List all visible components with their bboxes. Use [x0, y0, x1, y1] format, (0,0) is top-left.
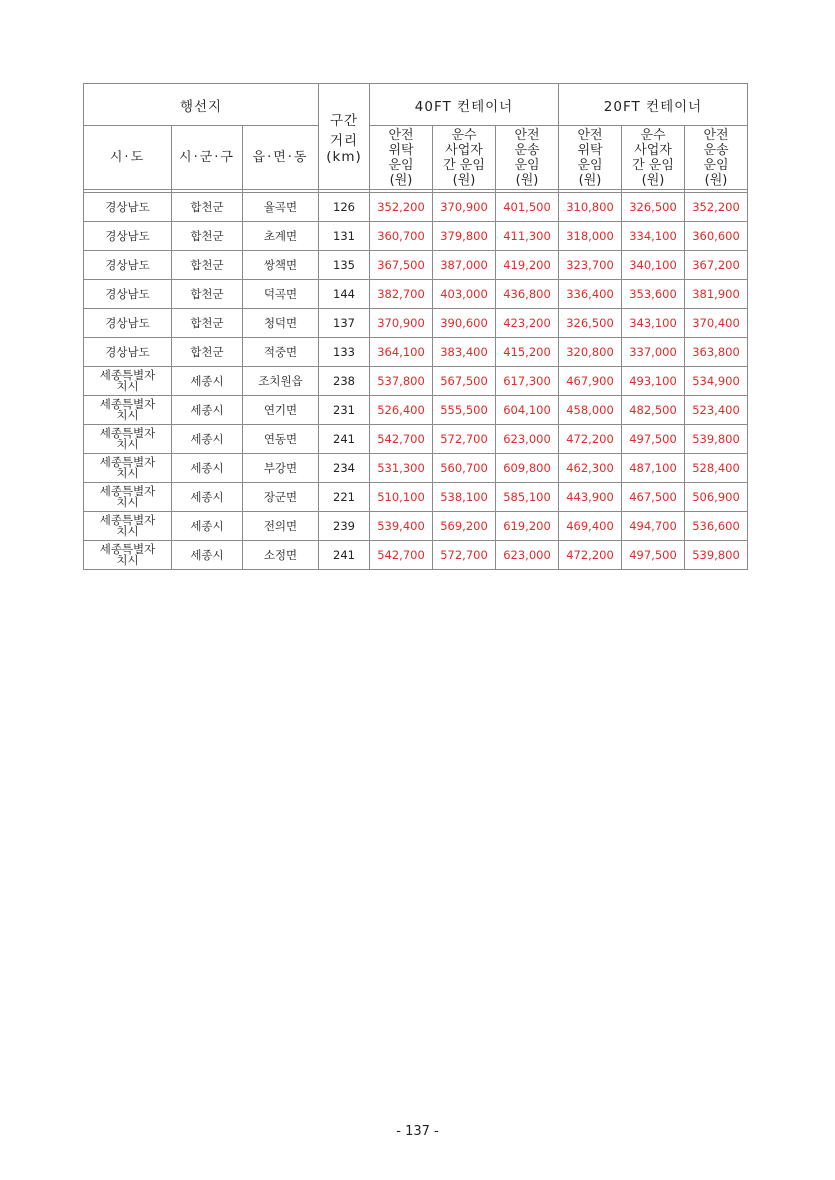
- cell-sigungu: 세종시: [172, 541, 243, 570]
- cell-sido: 세종특별자 치시: [84, 512, 172, 541]
- header-40ft: 40FT 컨테이너: [370, 84, 559, 126]
- cell-sigungu: 합천군: [172, 280, 243, 309]
- table-row: [84, 396, 748, 425]
- header-eupmyeondong: 읍·면·동: [243, 126, 319, 190]
- cell-distance: 234: [319, 454, 370, 483]
- cell-20ft-safe-transport: 523,400: [685, 396, 748, 425]
- cell-40ft-carrier: 567,500: [433, 367, 496, 396]
- table-row: [84, 309, 748, 338]
- cell-40ft-safe-consign: 364,100: [370, 338, 433, 367]
- cell-40ft-safe-consign: 537,800: [370, 367, 433, 396]
- header-sigungu: 시·군·구: [172, 126, 243, 190]
- cell-20ft-carrier: 467,500: [622, 483, 685, 512]
- header-40ft-carrier: 운수 사업자 간 운임 (원): [433, 126, 496, 190]
- cell-40ft-safe-consign: 510,100: [370, 483, 433, 512]
- cell-40ft-safe-transport: 623,000: [496, 541, 559, 570]
- cell-sigungu: 세종시: [172, 483, 243, 512]
- cell-40ft-safe-transport: 604,100: [496, 396, 559, 425]
- cell-sido: 세종특별자 치시: [84, 425, 172, 454]
- cell-eupmyeondong: 청덕면: [243, 309, 319, 338]
- cell-40ft-carrier: 569,200: [433, 512, 496, 541]
- cell-sido: 경상남도: [84, 193, 172, 222]
- cell-20ft-safe-transport: 506,900: [685, 483, 748, 512]
- cell-40ft-carrier: 572,700: [433, 425, 496, 454]
- cell-distance: 137: [319, 309, 370, 338]
- cell-eupmyeondong: 덕곡면: [243, 280, 319, 309]
- cell-40ft-safe-consign: 542,700: [370, 541, 433, 570]
- header-sido: 시·도: [84, 126, 172, 190]
- cell-distance: 135: [319, 251, 370, 280]
- freight-rate-table: [83, 83, 748, 570]
- header-20ft: 20FT 컨테이너: [559, 84, 748, 126]
- cell-40ft-safe-consign: 367,500: [370, 251, 433, 280]
- cell-20ft-safe-consign: 320,800: [559, 338, 622, 367]
- cell-20ft-safe-consign: 472,200: [559, 541, 622, 570]
- cell-sigungu: 합천군: [172, 338, 243, 367]
- cell-distance: 239: [319, 512, 370, 541]
- cell-40ft-safe-consign: 526,400: [370, 396, 433, 425]
- cell-20ft-safe-transport: 381,900: [685, 280, 748, 309]
- cell-20ft-safe-consign: 326,500: [559, 309, 622, 338]
- header-20ft-safe-consign: 안전 위탁 운임 (원): [559, 126, 622, 190]
- cell-40ft-safe-transport: 585,100: [496, 483, 559, 512]
- cell-eupmyeondong: 조치원읍: [243, 367, 319, 396]
- cell-20ft-safe-transport: 534,900: [685, 367, 748, 396]
- cell-sigungu: 세종시: [172, 425, 243, 454]
- cell-40ft-carrier: 379,800: [433, 222, 496, 251]
- cell-20ft-safe-transport: 360,600: [685, 222, 748, 251]
- cell-20ft-safe-transport: 539,800: [685, 425, 748, 454]
- cell-40ft-safe-transport: 419,200: [496, 251, 559, 280]
- cell-20ft-safe-consign: 310,800: [559, 193, 622, 222]
- cell-distance: 241: [319, 541, 370, 570]
- cell-eupmyeondong: 적중면: [243, 338, 319, 367]
- cell-distance: 221: [319, 483, 370, 512]
- cell-20ft-carrier: 334,100: [622, 222, 685, 251]
- table-body: [84, 193, 748, 570]
- header-distance: 구간 거리 (km): [319, 84, 370, 190]
- cell-20ft-safe-transport: 528,400: [685, 454, 748, 483]
- cell-eupmyeondong: 소정면: [243, 541, 319, 570]
- cell-20ft-safe-consign: 458,000: [559, 396, 622, 425]
- cell-20ft-carrier: 326,500: [622, 193, 685, 222]
- cell-20ft-safe-consign: 323,700: [559, 251, 622, 280]
- cell-20ft-carrier: 353,600: [622, 280, 685, 309]
- cell-20ft-carrier: 494,700: [622, 512, 685, 541]
- cell-distance: 126: [319, 193, 370, 222]
- cell-20ft-safe-transport: 367,200: [685, 251, 748, 280]
- header-40ft-safe-consign: 안전 위탁 운임 (원): [370, 126, 433, 190]
- cell-distance: 131: [319, 222, 370, 251]
- cell-sido: 세종특별자 치시: [84, 483, 172, 512]
- cell-40ft-safe-transport: 415,200: [496, 338, 559, 367]
- cell-40ft-safe-transport: 423,200: [496, 309, 559, 338]
- cell-20ft-carrier: 343,100: [622, 309, 685, 338]
- cell-distance: 231: [319, 396, 370, 425]
- cell-20ft-safe-transport: 363,800: [685, 338, 748, 367]
- cell-40ft-carrier: 538,100: [433, 483, 496, 512]
- cell-20ft-safe-consign: 467,900: [559, 367, 622, 396]
- cell-20ft-safe-transport: 370,400: [685, 309, 748, 338]
- table-row: [84, 454, 748, 483]
- cell-distance: 241: [319, 425, 370, 454]
- cell-distance: 144: [319, 280, 370, 309]
- cell-sigungu: 세종시: [172, 396, 243, 425]
- table-row: [84, 222, 748, 251]
- cell-20ft-safe-transport: 352,200: [685, 193, 748, 222]
- table-row: [84, 425, 748, 454]
- cell-distance: 133: [319, 338, 370, 367]
- table-row: [84, 541, 748, 570]
- cell-sido: 세종특별자 치시: [84, 367, 172, 396]
- header-40ft-safe-transport: 안전 운송 운임 (원): [496, 126, 559, 190]
- cell-20ft-carrier: 340,100: [622, 251, 685, 280]
- cell-20ft-safe-transport: 536,600: [685, 512, 748, 541]
- table-row: [84, 512, 748, 541]
- cell-distance: 238: [319, 367, 370, 396]
- cell-sigungu: 세종시: [172, 454, 243, 483]
- cell-20ft-carrier: 337,000: [622, 338, 685, 367]
- cell-40ft-carrier: 555,500: [433, 396, 496, 425]
- cell-sido: 경상남도: [84, 338, 172, 367]
- cell-40ft-safe-consign: 360,700: [370, 222, 433, 251]
- cell-20ft-carrier: 487,100: [622, 454, 685, 483]
- cell-eupmyeondong: 부강면: [243, 454, 319, 483]
- table-row: [84, 367, 748, 396]
- cell-eupmyeondong: 전의면: [243, 512, 319, 541]
- cell-40ft-carrier: 390,600: [433, 309, 496, 338]
- cell-sigungu: 합천군: [172, 222, 243, 251]
- cell-40ft-safe-consign: 542,700: [370, 425, 433, 454]
- cell-20ft-safe-transport: 539,800: [685, 541, 748, 570]
- cell-20ft-safe-consign: 443,900: [559, 483, 622, 512]
- header-20ft-safe-transport: 안전 운송 운임 (원): [685, 126, 748, 190]
- cell-40ft-safe-consign: 382,700: [370, 280, 433, 309]
- cell-20ft-carrier: 497,500: [622, 425, 685, 454]
- cell-20ft-safe-consign: 469,400: [559, 512, 622, 541]
- cell-eupmyeondong: 초계면: [243, 222, 319, 251]
- cell-40ft-safe-transport: 617,300: [496, 367, 559, 396]
- cell-sigungu: 합천군: [172, 251, 243, 280]
- cell-20ft-safe-consign: 462,300: [559, 454, 622, 483]
- table-row: [84, 483, 748, 512]
- cell-40ft-safe-consign: 352,200: [370, 193, 433, 222]
- cell-40ft-safe-transport: 401,500: [496, 193, 559, 222]
- cell-sigungu: 세종시: [172, 367, 243, 396]
- cell-40ft-safe-consign: 539,400: [370, 512, 433, 541]
- cell-sido: 경상남도: [84, 309, 172, 338]
- page-number: - 137 -: [396, 1124, 439, 1139]
- cell-20ft-carrier: 493,100: [622, 367, 685, 396]
- cell-20ft-carrier: 497,500: [622, 541, 685, 570]
- table-row: [84, 193, 748, 222]
- cell-20ft-safe-consign: 472,200: [559, 425, 622, 454]
- cell-40ft-carrier: 560,700: [433, 454, 496, 483]
- cell-40ft-carrier: 387,000: [433, 251, 496, 280]
- cell-40ft-safe-consign: 531,300: [370, 454, 433, 483]
- cell-40ft-carrier: 572,700: [433, 541, 496, 570]
- cell-eupmyeondong: 장군면: [243, 483, 319, 512]
- cell-eupmyeondong: 연동면: [243, 425, 319, 454]
- cell-20ft-safe-consign: 318,000: [559, 222, 622, 251]
- cell-40ft-safe-transport: 436,800: [496, 280, 559, 309]
- cell-40ft-carrier: 370,900: [433, 193, 496, 222]
- cell-sido: 세종특별자 치시: [84, 454, 172, 483]
- cell-20ft-safe-consign: 336,400: [559, 280, 622, 309]
- cell-40ft-safe-transport: 411,300: [496, 222, 559, 251]
- cell-40ft-safe-transport: 609,800: [496, 454, 559, 483]
- cell-sido: 세종특별자 치시: [84, 541, 172, 570]
- table-row: [84, 280, 748, 309]
- cell-sido: 경상남도: [84, 251, 172, 280]
- cell-sido: 경상남도: [84, 280, 172, 309]
- cell-40ft-safe-consign: 370,900: [370, 309, 433, 338]
- cell-sigungu: 합천군: [172, 193, 243, 222]
- cell-40ft-carrier: 403,000: [433, 280, 496, 309]
- table-row: [84, 338, 748, 367]
- cell-sido: 경상남도: [84, 222, 172, 251]
- cell-sigungu: 합천군: [172, 309, 243, 338]
- cell-sigungu: 세종시: [172, 512, 243, 541]
- cell-eupmyeondong: 율곡면: [243, 193, 319, 222]
- cell-20ft-carrier: 482,500: [622, 396, 685, 425]
- header-route: 행선지: [84, 84, 319, 126]
- header-20ft-carrier: 운수 사업자 간 운임 (원): [622, 126, 685, 190]
- cell-40ft-safe-transport: 619,200: [496, 512, 559, 541]
- cell-40ft-carrier: 383,400: [433, 338, 496, 367]
- cell-sido: 세종특별자 치시: [84, 396, 172, 425]
- cell-eupmyeondong: 연기면: [243, 396, 319, 425]
- cell-40ft-safe-transport: 623,000: [496, 425, 559, 454]
- cell-eupmyeondong: 쌍책면: [243, 251, 319, 280]
- table-row: [84, 251, 748, 280]
